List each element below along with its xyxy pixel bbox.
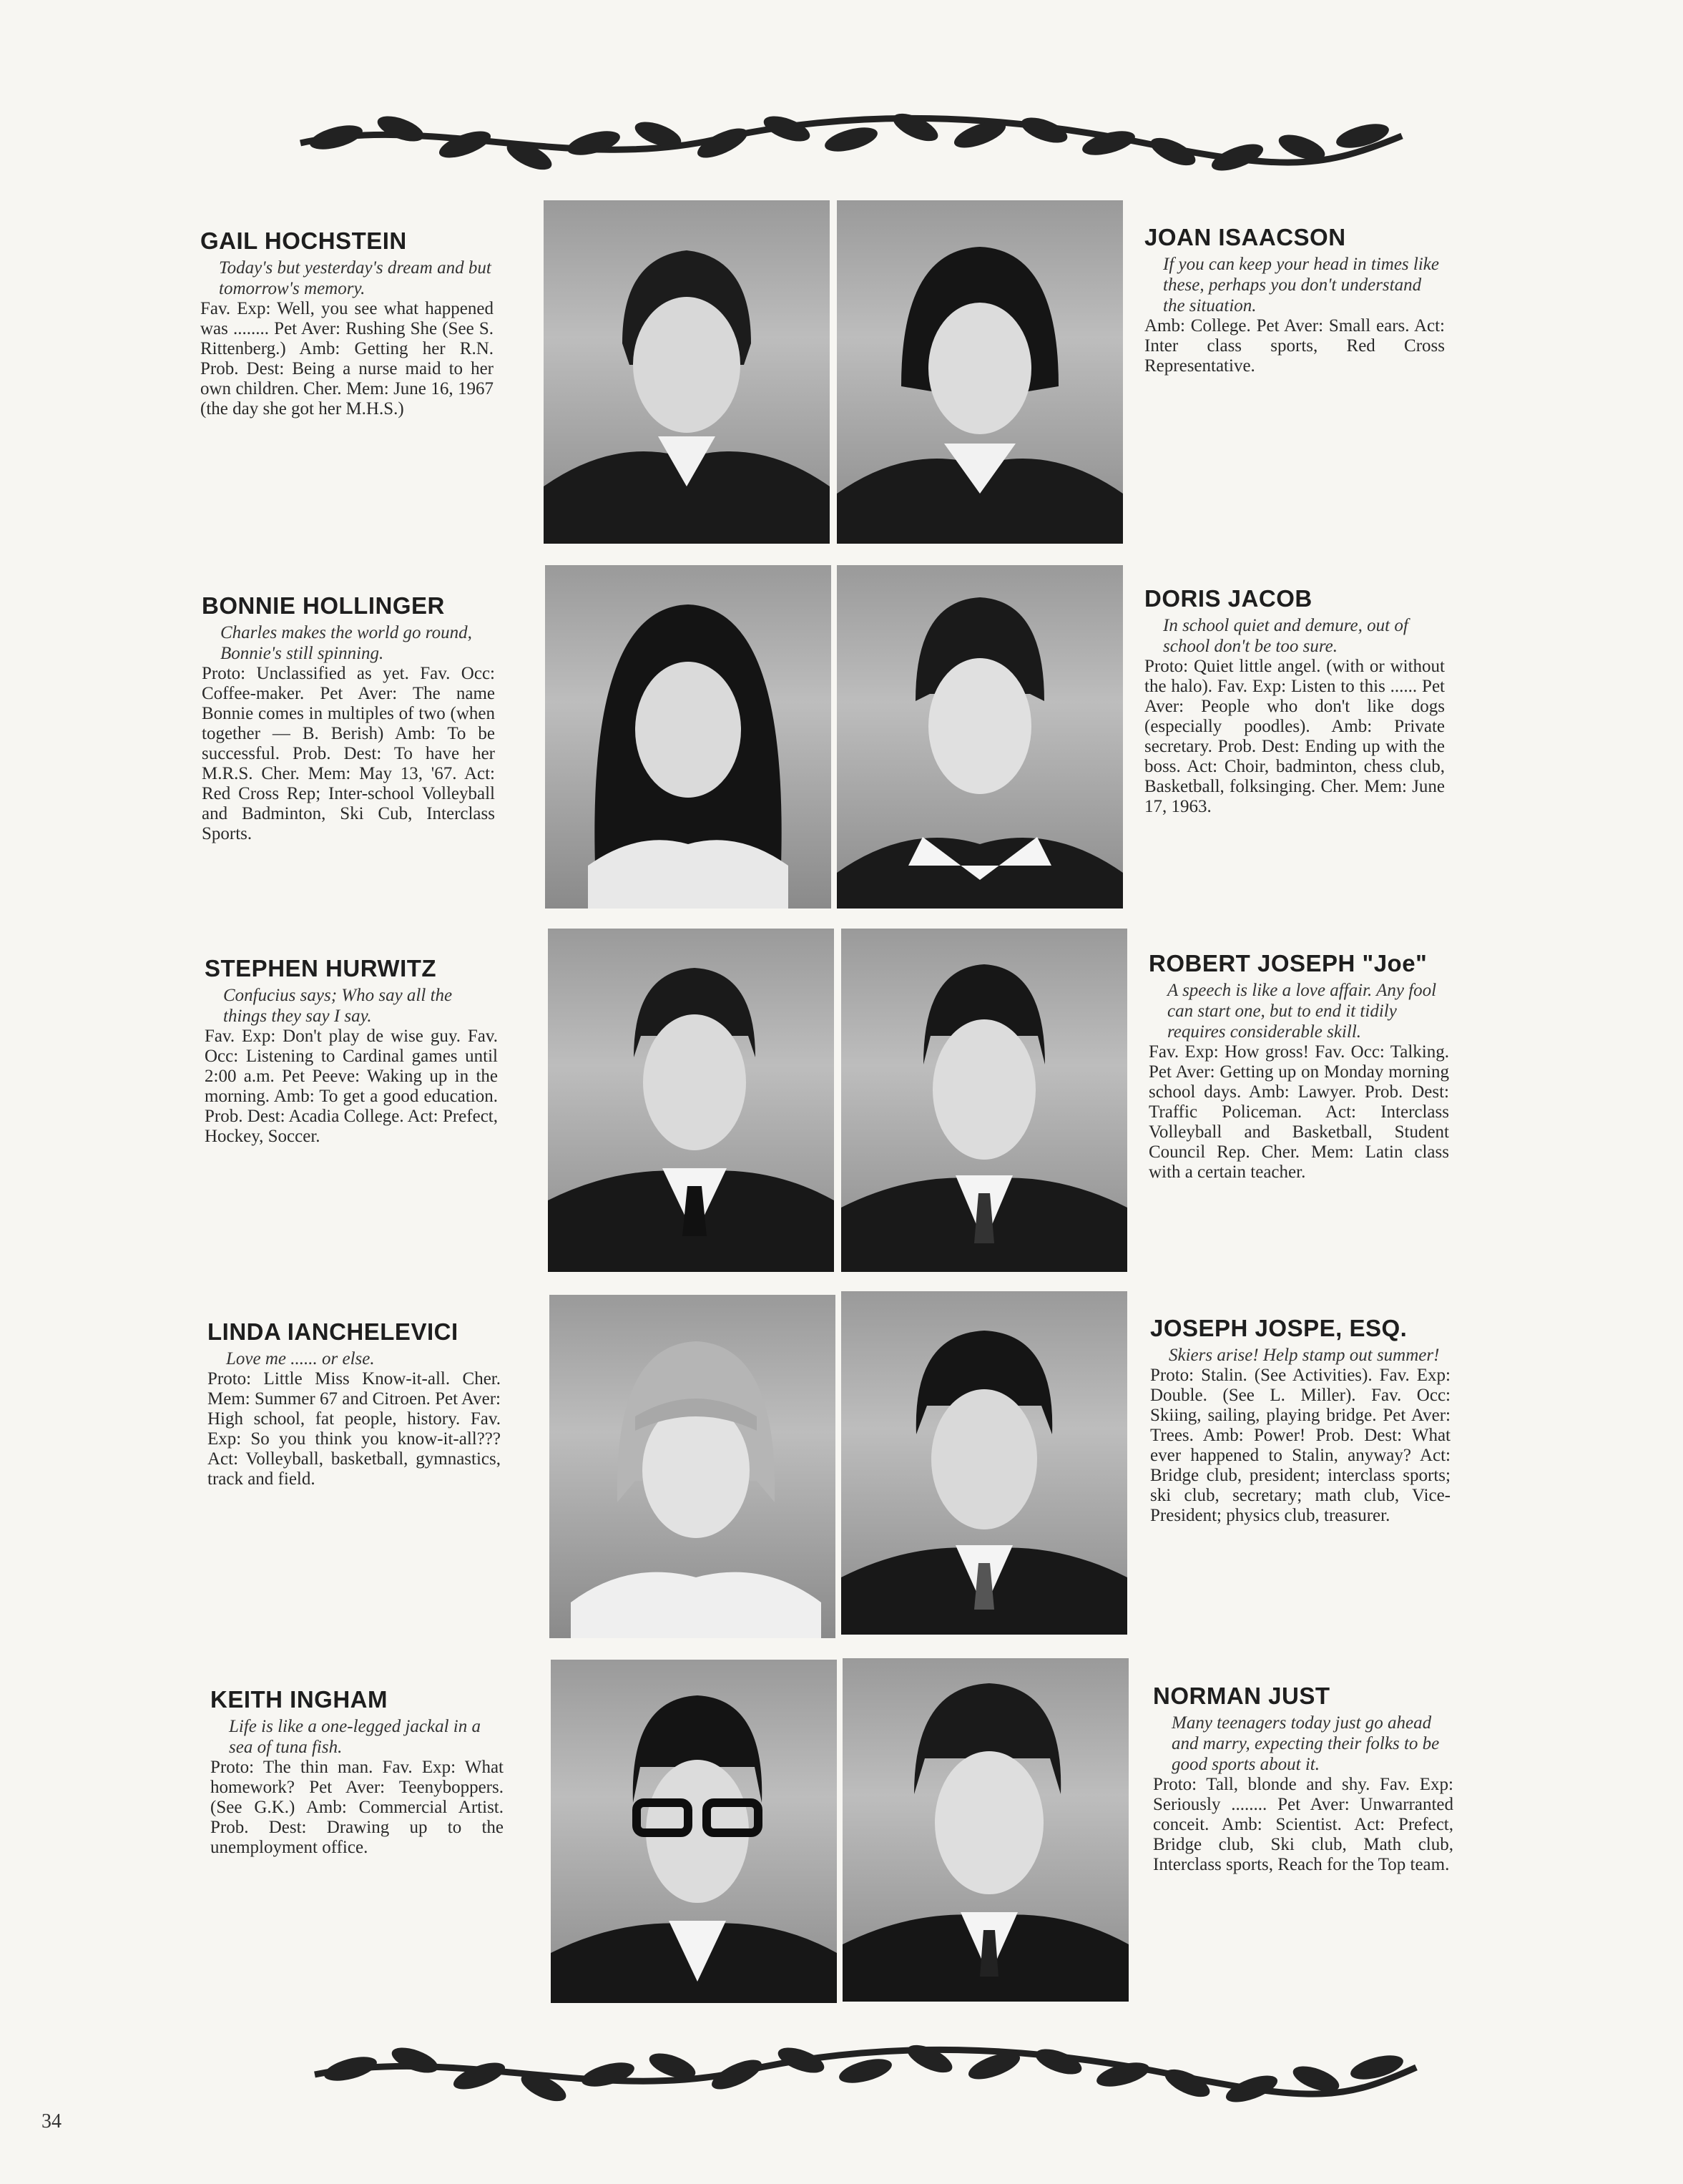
bio-stephen-hurwitz [205, 955, 498, 1147]
student-bio-text: Proto: Stalin. (See Activities). Fav. Exp: Double. (See L. Miller). Fav. Occ: Skiing, sailing, playing bridge. Pet Aver: Trees. Amb: Power! Prob. Dest: What ever happened to Stalin, anyway? Act: Bridge club, president; interclass sports; ski club, secretary; math club, Vice- President; physics club, treasurer. [1150, 1366, 1451, 1525]
student-bio-text: Proto: Little Miss Know-it-all. Cher. Mem: Summer 67 and Citroen. Pet Aver: High school, fat people, history. Fav. Exp: So you think you know-it-all??? Act: Volleyball, basketball, gymnastics, track and field. [207, 1369, 501, 1489]
student-name: JOAN ISAACSON [1144, 224, 1346, 250]
student-bio-text: Proto: The thin man. Fav. Exp: What homework? Pet Aver: Teenyboppers. (See G.K.) Amb: Commercial Artist. Prob. Dest: Drawing up to the unemployment office. [210, 1758, 504, 1857]
student-quote: Many teenagers today just go ahead and marry, expecting their folks to be good sports about it. [1172, 1713, 1440, 1774]
bio-norman-just [1153, 1683, 1453, 1875]
page-number: 34 [41, 2110, 62, 2132]
bio-gail-hochstein [200, 227, 494, 419]
bio-bonnie-hollinger [202, 592, 495, 844]
student-bio-text: Proto: Quiet little angel. (with or without the halo). Fav. Exp: Listen to this ...... Pet Aver: People who don't like dogs (especially poodles). Amb: Private secretary. Prob. Dest: Ending up with the boss. Act: Choir, badminton, chess club, Basketball, folksinging. Cher. Mem: June 17, 1963. [1144, 657, 1445, 816]
student-quote: Life is like a one-legged jackal in a sea of tuna fish. [229, 1717, 481, 1757]
student-quote: Today's but yesterday's dream and but tomorrow's memory. [219, 258, 491, 298]
portrait-robert-joseph [841, 929, 1127, 1272]
student-bio-text: Fav. Exp: Well, you see what happened was ........ Pet Aver: Rushing She (See S. Rittenberg.) Amb: Getting her R.N. Prob. Dest: Being a nurse maid to her own children. Cher. Mem: June 16, 1967 (the day she got her M.H.S.) [200, 299, 494, 418]
portrait-doris-jacob [837, 565, 1123, 909]
portrait-norman-just [843, 1658, 1129, 2002]
bio-joseph-jospe [1150, 1315, 1451, 1526]
bio-doris-jacob [1144, 585, 1445, 817]
student-name: DORIS JACOB [1144, 585, 1312, 612]
student-bio-text: Proto: Tall, blonde and shy. Fav. Exp: Seriously ........ Pet Aver: Unwarranted conceit. Amb: Scientist. Act: Prefect, Bridge club, Ski club, Math club, Interclass sports, Reach for the Top team. [1153, 1775, 1453, 1874]
student-quote: In school quiet and demure, out of school don't be too sure. [1163, 616, 1408, 656]
bio-joan-isaacson [1144, 224, 1445, 376]
portrait-stephen-hurwitz [548, 929, 834, 1272]
bio-robert-joseph [1149, 950, 1449, 1182]
student-bio-text: Amb: College. Pet Aver: Small ears. Act: Inter class sports, Red Cross Representative. [1144, 316, 1445, 376]
student-name: LINDA IANCHELEVICI [207, 1318, 458, 1345]
student-bio-text: Proto: Unclassified as yet. Fav. Occ: Coffee-maker. Pet Aver: The name Bonnie comes in multiples of two (when together — B. Berish) Amb: To be successful. Prob. Dest: To have her M.R.S. Cher. Mem: May 13, '67. Act: Red Cross Rep; Inter-school Volleyball and Badminton, Ski Cub, Interclass Sports. [202, 664, 495, 843]
portrait-joan-isaacson [837, 200, 1123, 544]
student-name: JOSEPH JOSPE, ESQ. [1150, 1315, 1408, 1341]
student-name: GAIL HOCHSTEIN [200, 227, 407, 254]
student-quote: Skiers arise! Help stamp out summer! [1169, 1346, 1440, 1365]
portrait-linda-ianchelevici [549, 1295, 835, 1638]
student-name: NORMAN JUST [1153, 1683, 1330, 1709]
student-name: BONNIE HOLLINGER [202, 592, 445, 619]
student-name: ROBERT JOSEPH "Joe" [1149, 950, 1428, 976]
portrait-bonnie-hollinger [545, 565, 831, 909]
decorative-vine-top [0, 100, 1683, 179]
student-quote: If you can keep your head in times like these, perhaps you don't understand the situation. [1163, 255, 1439, 315]
student-bio-text: Fav. Exp: How gross! Fav. Occ: Talking. Pet Aver: Getting up on Monday morning school days. Amb: Lawyer. Prob. Dest: Traffic Policeman. Act: Interclass Volleyball and Basketball, Student Council Rep. Cher. Mem: Latin class with a certain teacher. [1149, 1042, 1449, 1182]
student-bio-text: Fav. Exp: Don't play de wise guy. Fav. Occ: Listening to Cardinal games until 2:00 a.m. Pet Peeve: Waking up in the morning. Amb: To get a good education. Prob. Dest: Acadia College. Act: Prefect, Hockey, Soccer. [205, 1027, 498, 1146]
student-quote: Confucius says; Who say all the things they say I say. [223, 986, 453, 1026]
bio-linda-ianchelevici [207, 1318, 501, 1489]
student-quote: A speech is like a love affair. Any fool can start one, but to end it tidily requires considerable skill. [1167, 981, 1437, 1042]
student-name: KEITH INGHAM [210, 1686, 388, 1713]
decorative-vine-bottom [0, 2032, 1683, 2110]
portrait-joseph-jospe [841, 1291, 1127, 1635]
bio-keith-ingham [210, 1686, 504, 1858]
portrait-keith-ingham [551, 1660, 837, 2003]
student-name: STEPHEN HURWITZ [205, 955, 437, 981]
student-quote: Charles makes the world go round, Bonnie's still spinning. [220, 623, 472, 663]
portrait-gail-hochstein [544, 200, 830, 544]
student-quote: Love me ...... or else. [226, 1349, 375, 1368]
